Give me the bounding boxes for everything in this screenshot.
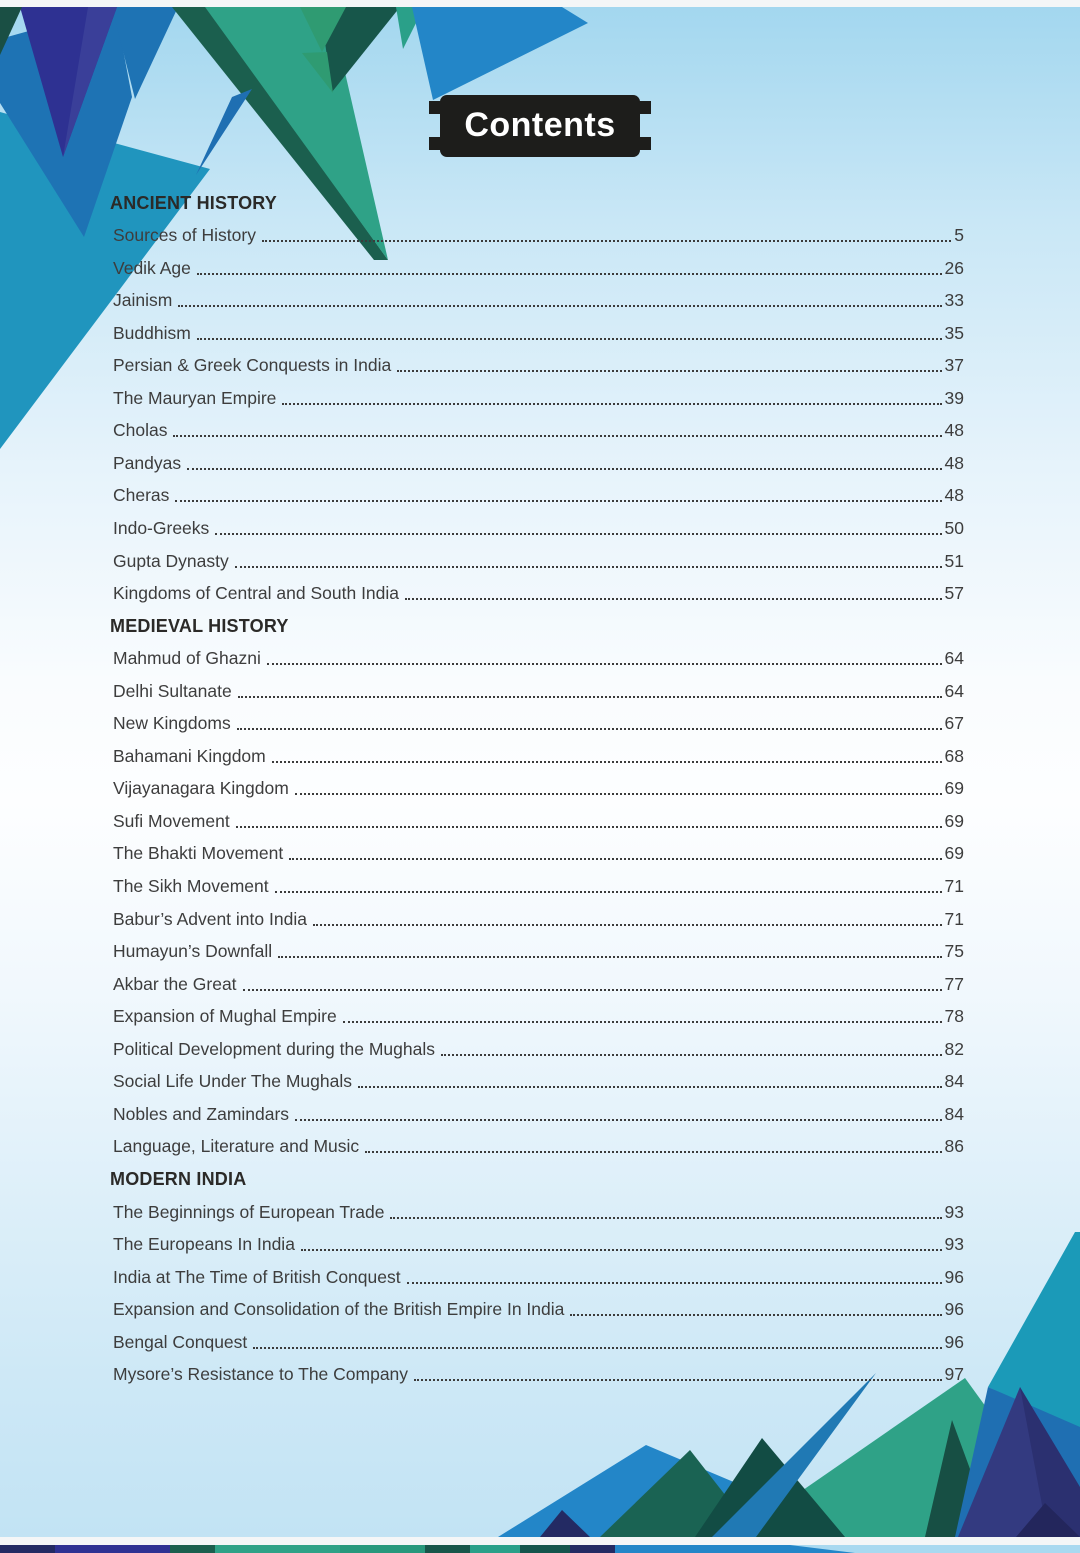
- dotted-leader: [238, 696, 942, 698]
- toc-entry-page-number: 71: [944, 908, 964, 929]
- toc-entry-title: Gupta Dynasty: [113, 550, 229, 571]
- toc-entry-page-number: 39: [944, 387, 964, 408]
- dotted-leader: [272, 761, 942, 763]
- dotted-leader: [173, 435, 941, 437]
- toc-entry-page-number: 96: [944, 1266, 964, 1287]
- toc-entry-row: [110, 935, 964, 968]
- toc-entry-row: [110, 251, 964, 284]
- toc-entry-title: Pandyas: [113, 452, 182, 473]
- toc-entry-title: Expansion of Mughal Empire: [113, 1006, 337, 1027]
- toc-entry-row: [110, 349, 964, 382]
- toc-entry-page-number: 57: [944, 583, 964, 604]
- dotted-leader: [570, 1314, 941, 1316]
- dotted-leader: [358, 1086, 942, 1088]
- toc-entry-row: [110, 804, 964, 837]
- toc-entry-title: Vijayanagara Kingdom: [113, 778, 289, 799]
- toc-entry-title: Sources of History: [113, 225, 256, 246]
- dotted-leader: [178, 305, 941, 307]
- toc-entry-title: Bahamani Kingdom: [113, 745, 266, 766]
- toc-entry-title: Nobles and Zamindars: [113, 1103, 290, 1124]
- dotted-leader: [278, 956, 941, 958]
- next-page-sliver: [0, 1545, 1080, 1553]
- toc-entry-row: [110, 577, 964, 610]
- toc-entry-row: [110, 642, 964, 675]
- dotted-leader: [267, 663, 942, 665]
- dotted-leader: [197, 273, 942, 275]
- toc-entry-page-number: 26: [944, 257, 964, 278]
- toc-entry-title: Cheras: [113, 485, 170, 506]
- toc-entry-row: [110, 1065, 964, 1098]
- toc-entry-page-number: 86: [944, 1136, 964, 1157]
- contents-banner: [440, 95, 640, 157]
- dotted-leader: [441, 1054, 942, 1056]
- toc-entry-row: [110, 284, 964, 317]
- dotted-leader: [390, 1217, 941, 1219]
- toc-entry-row: [110, 381, 964, 414]
- toc-entry-page-number: 68: [944, 745, 964, 766]
- dotted-leader: [282, 403, 941, 405]
- toc-entry-row: [110, 1358, 964, 1391]
- banner-notch: [639, 137, 651, 150]
- toc-entry-page-number: 48: [944, 452, 964, 473]
- toc-entry-title: Mysore’s Resistance to The Company: [113, 1364, 409, 1385]
- toc-entry-page-number: 93: [944, 1234, 964, 1255]
- section-heading-label: ANCIENT HISTORY: [110, 192, 278, 213]
- dotted-leader: [405, 598, 942, 600]
- toc-entry-row: [110, 219, 964, 252]
- toc-entry-title: Akbar the Great: [113, 973, 237, 994]
- toc-entry-page-number: 97: [944, 1364, 964, 1385]
- dotted-leader: [237, 728, 942, 730]
- toc-entry-row: [110, 1260, 964, 1293]
- banner-notch: [429, 137, 441, 150]
- toc-entry-page-number: 50: [944, 518, 964, 539]
- dotted-leader: [414, 1379, 941, 1381]
- toc-entry-title: Babur’s Advent into India: [113, 908, 307, 929]
- toc-entry-page-number: 71: [944, 876, 964, 897]
- toc-entry-row: [110, 1228, 964, 1261]
- toc-entry-page-number: 77: [944, 973, 964, 994]
- toc-entry-page-number: 96: [944, 1299, 964, 1320]
- toc-entry-title: Sufi Movement: [113, 810, 230, 831]
- toc-entry-page-number: 35: [944, 322, 964, 343]
- toc-entry-row: [110, 316, 964, 349]
- banner-notch: [639, 101, 651, 114]
- dotted-leader: [187, 468, 941, 470]
- toc-entry-row: [110, 1097, 964, 1130]
- dotted-leader: [295, 1119, 941, 1121]
- toc-entry-page-number: 5: [954, 225, 964, 246]
- toc-entry-row: [110, 1195, 964, 1228]
- contents-page: [0, 7, 1080, 1537]
- toc-entry-row: [110, 1032, 964, 1065]
- dotted-leader: [243, 989, 942, 991]
- toc-entry-row: [110, 739, 964, 772]
- dotted-leader: [313, 924, 942, 926]
- toc-entry-page-number: 64: [944, 680, 964, 701]
- toc-entry-page-number: 48: [944, 420, 964, 441]
- section-heading: [110, 609, 964, 642]
- toc-entry-row: [110, 772, 964, 805]
- toc-entry-row: [110, 414, 964, 447]
- dotted-leader: [407, 1282, 942, 1284]
- toc-entry-title: Buddhism: [113, 322, 191, 343]
- toc-entry-page-number: 69: [944, 778, 964, 799]
- toc-entry-row: [110, 967, 964, 1000]
- page-gap: [0, 1537, 1080, 1545]
- toc-entry-page-number: 67: [944, 713, 964, 734]
- toc-entry-title: The Mauryan Empire: [113, 387, 277, 408]
- toc-entry-page-number: 69: [944, 843, 964, 864]
- toc-entry-row: [110, 1293, 964, 1326]
- toc-entry-page-number: 69: [944, 810, 964, 831]
- toc-entry-page-number: 82: [944, 1038, 964, 1059]
- toc-entry-row: [110, 544, 964, 577]
- toc-entry-page-number: 37: [944, 355, 964, 376]
- dotted-leader: [289, 858, 941, 860]
- toc-entry-page-number: 96: [944, 1331, 964, 1352]
- toc-entry-page-number: 75: [944, 941, 964, 962]
- toc-entry-title: New Kingdoms: [113, 713, 231, 734]
- dotted-leader: [397, 370, 941, 372]
- section-heading-label: MODERN INDIA: [110, 1168, 247, 1189]
- toc-entry-page-number: 93: [944, 1201, 964, 1222]
- toc-entry-row: [110, 902, 964, 935]
- toc-entry-title: Political Development during the Mughals: [113, 1038, 435, 1059]
- toc-entry-row: [110, 674, 964, 707]
- toc-entry-row: [110, 1325, 964, 1358]
- toc-entry-row: [110, 446, 964, 479]
- dotted-leader: [301, 1249, 942, 1251]
- dotted-leader: [253, 1347, 941, 1349]
- dotted-leader: [295, 793, 942, 795]
- toc-entry-page-number: 84: [944, 1071, 964, 1092]
- table-of-contents: [110, 186, 964, 1390]
- toc-entry-title: Indo-Greeks: [113, 518, 210, 539]
- toc-entry-title: Language, Literature and Music: [113, 1136, 360, 1157]
- dotted-leader: [275, 891, 942, 893]
- toc-entry-title: Persian & Greek Conquests in India: [113, 355, 392, 376]
- toc-entry-title: Jainism: [113, 290, 173, 311]
- dotted-leader: [262, 240, 951, 242]
- toc-entry-title: The Sikh Movement: [113, 876, 269, 897]
- toc-entry-title: Vedik Age: [113, 257, 191, 278]
- toc-entry-title: Cholas: [113, 420, 168, 441]
- dotted-leader: [197, 338, 942, 340]
- section-heading-label: MEDIEVAL HISTORY: [110, 615, 289, 636]
- toc-entry-title: India at The Time of British Conquest: [113, 1266, 401, 1287]
- dotted-leader: [235, 566, 942, 568]
- dotted-leader: [175, 500, 941, 502]
- toc-entry-row: [110, 837, 964, 870]
- toc-entry-title: Mahmud of Ghazni: [113, 648, 261, 669]
- toc-entry-row: [110, 511, 964, 544]
- dotted-leader: [236, 826, 942, 828]
- dotted-leader: [343, 1021, 942, 1023]
- banner-notch: [429, 101, 441, 114]
- toc-entry-page-number: 51: [944, 550, 964, 571]
- section-heading: [110, 1162, 964, 1195]
- toc-entry-page-number: 78: [944, 1006, 964, 1027]
- toc-entry-title: Expansion and Consolidation of the British Empire In India: [113, 1299, 565, 1320]
- toc-entry-row: [110, 707, 964, 740]
- dotted-leader: [215, 533, 941, 535]
- toc-entry-row: [110, 1000, 964, 1033]
- toc-entry-row: [110, 479, 964, 512]
- toc-entry-title: The Beginnings of European Trade: [113, 1201, 385, 1222]
- toc-entry-title: Kingdoms of Central and South India: [113, 583, 400, 604]
- dotted-leader: [365, 1151, 941, 1153]
- toc-entry-title: The Europeans In India: [113, 1234, 295, 1255]
- page-title: Contents: [464, 105, 616, 144]
- toc-entry-page-number: 33: [944, 290, 964, 311]
- section-heading: [110, 186, 964, 219]
- toc-entry-title: The Bhakti Movement: [113, 843, 284, 864]
- toc-entry-page-number: 64: [944, 648, 964, 669]
- toc-entry-row: [110, 869, 964, 902]
- toc-entry-row: [110, 1130, 964, 1163]
- toc-entry-page-number: 48: [944, 485, 964, 506]
- toc-entry-title: Delhi Sultanate: [113, 680, 232, 701]
- toc-entry-title: Social Life Under The Mughals: [113, 1071, 352, 1092]
- toc-entry-title: Bengal Conquest: [113, 1331, 248, 1352]
- toc-entry-page-number: 84: [944, 1103, 964, 1124]
- toc-entry-title: Humayun’s Downfall: [113, 941, 273, 962]
